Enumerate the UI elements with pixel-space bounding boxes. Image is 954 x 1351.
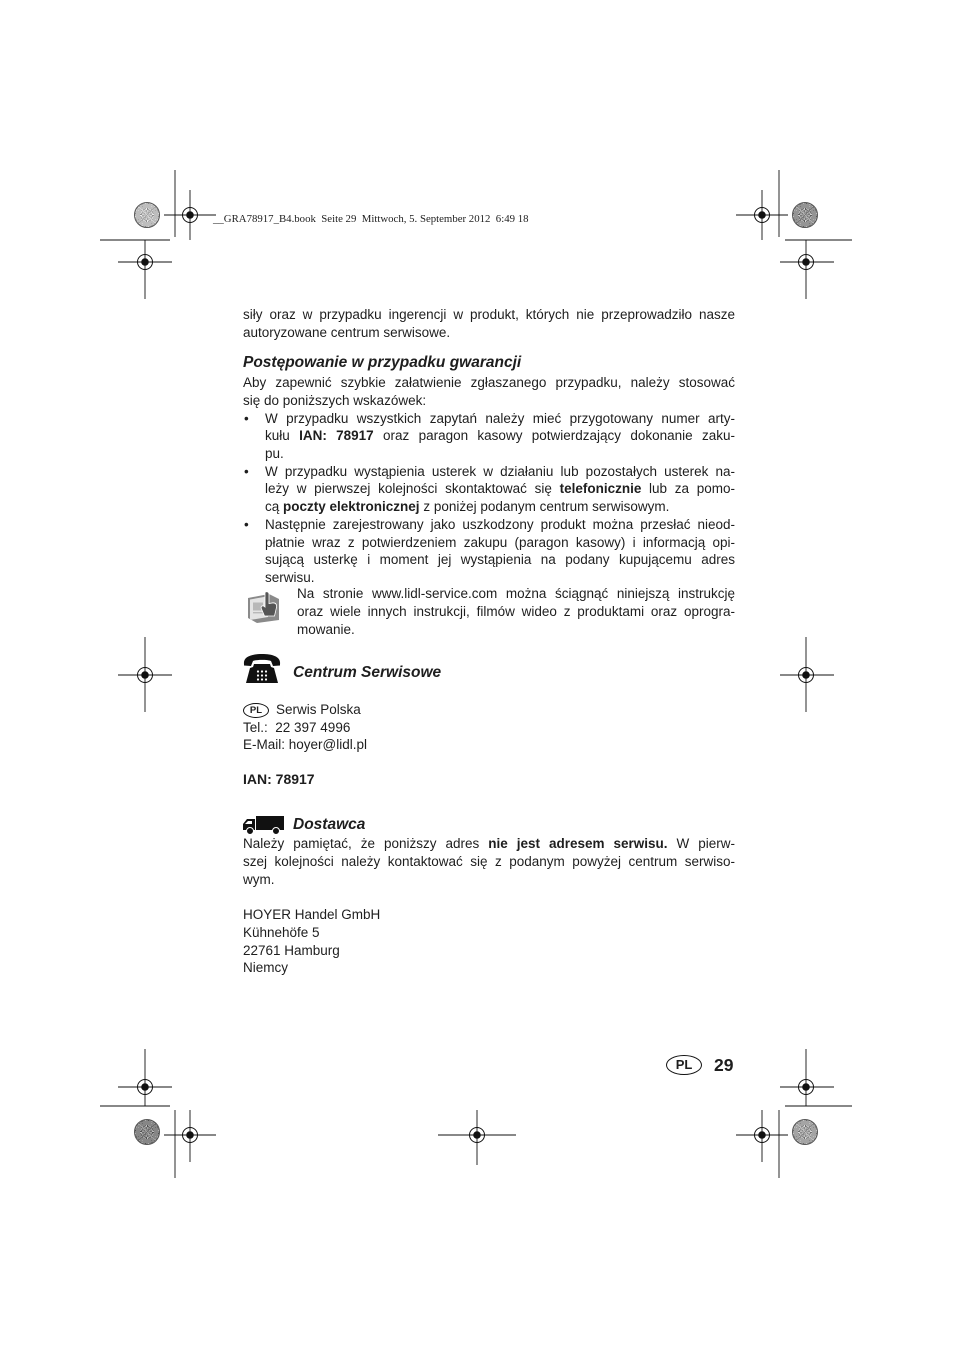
registration-mark bbox=[736, 190, 788, 240]
text-line: Na stronie www.lidl-service.com można ściągnąć niniejszą instrukcję bbox=[297, 586, 735, 602]
text-segment: z poniżej podanym centrum serwisowym. bbox=[419, 499, 670, 515]
registration-mark bbox=[780, 240, 834, 299]
registration-mark bbox=[118, 637, 172, 712]
text-segment: lub za pomo- bbox=[641, 481, 735, 497]
text-line: W przypadku wszystkich zapytań należy mieć przygotowany numer arty- bbox=[265, 410, 735, 426]
text-line bbox=[265, 480, 735, 498]
bullet-item bbox=[243, 410, 735, 463]
text-line: mowanie. bbox=[297, 621, 355, 637]
bullet-dot: • bbox=[244, 463, 249, 479]
text-line: wym. bbox=[243, 871, 275, 887]
telephone-icon bbox=[243, 652, 281, 684]
text-line: szej kolejności należy kontaktować się z podanym powyżej centrum serwiso- bbox=[243, 853, 735, 869]
registration-mark bbox=[164, 190, 216, 240]
ian-label: IAN: 78917 bbox=[243, 771, 315, 787]
service-contact bbox=[243, 701, 543, 754]
text-segment: Należy pamiętać, że poniższy adres bbox=[243, 836, 489, 852]
color-target bbox=[134, 1119, 160, 1145]
ian-number: IAN: 78917 bbox=[299, 428, 374, 444]
page-number: 29 bbox=[714, 1055, 734, 1075]
registration-mark bbox=[164, 1110, 216, 1162]
registration-mark bbox=[780, 637, 834, 712]
intro-paragraph bbox=[243, 306, 735, 341]
bullet-item bbox=[243, 463, 735, 516]
text-line bbox=[265, 498, 735, 516]
manual-download-icon bbox=[245, 590, 282, 624]
color-target bbox=[792, 202, 818, 228]
service-name: Serwis Polska bbox=[276, 702, 361, 717]
footer-country-badge: PL bbox=[666, 1055, 702, 1075]
color-target bbox=[134, 202, 160, 228]
text-line: autoryzowane centrum serwisowe. bbox=[243, 324, 451, 340]
service-heading: Centrum Serwisowe bbox=[293, 664, 442, 681]
warranty-body bbox=[243, 374, 735, 586]
country-badge-pl: PL bbox=[243, 703, 269, 718]
text-line bbox=[243, 835, 735, 853]
supplier-address bbox=[243, 906, 543, 977]
text-line: się do poniższych wskazówek: bbox=[243, 392, 427, 408]
text-line: W przypadku wystąpienia usterek w działaniu lub pozostałych usterek na- bbox=[265, 463, 735, 479]
text-line bbox=[265, 427, 735, 445]
text-line: oraz wiele innych instrukcji, filmów wideo z produktami oraz oprogra- bbox=[297, 603, 735, 619]
registration-mark bbox=[118, 1049, 172, 1106]
text-line: pu. bbox=[265, 446, 284, 461]
service-email: E-Mail: hoyer@lidl.pl bbox=[243, 737, 367, 753]
bullet-dot: • bbox=[244, 410, 249, 426]
text-segment: W pierw- bbox=[667, 836, 735, 852]
bullet-dot: • bbox=[244, 516, 249, 532]
service-name-line bbox=[243, 701, 543, 719]
address-company: HOYER Handel GmbH bbox=[243, 907, 381, 923]
truck-icon bbox=[243, 815, 284, 835]
supplier-heading: Dostawca bbox=[293, 816, 366, 833]
text-segment: oraz paragon kasowy potwierdzający dokonanie zaku- bbox=[373, 428, 735, 444]
print-slug: __GRA78917_B4.book Seite 29 Mittwoch, 5. September 2012 6:49 18 bbox=[213, 213, 529, 225]
emphasis-not-service-address: nie jest adresem serwisu. bbox=[488, 836, 668, 852]
text-line: serwisu. bbox=[265, 569, 315, 585]
bullet-item bbox=[243, 516, 735, 587]
text-segment: kułu bbox=[265, 428, 300, 444]
text-segment: cą bbox=[265, 499, 284, 515]
supplier-notice bbox=[243, 835, 735, 888]
emphasis-phone: telefonicznie bbox=[559, 481, 642, 497]
warranty-heading: Postępowanie w przypadku gwarancji bbox=[243, 354, 522, 371]
registration-mark bbox=[438, 1110, 516, 1165]
text-line: Następnie zarejestrowany jako uszkodzony produkt można przesłać nieod- bbox=[265, 516, 735, 532]
address-street: Kühnehöfe 5 bbox=[243, 924, 320, 940]
download-note bbox=[297, 585, 735, 638]
text-segment: leży w pierwszej kolejności skontaktować się bbox=[265, 481, 560, 497]
address-city: 22761 Hamburg bbox=[243, 942, 340, 958]
registration-mark bbox=[736, 1110, 788, 1162]
registration-mark bbox=[780, 1049, 834, 1106]
emphasis-email: poczty elektronicznej bbox=[283, 499, 420, 515]
registration-mark bbox=[118, 240, 172, 299]
text-line: sującą usterkę i moment jej wystąpienia na podany kupującemu adres bbox=[265, 552, 735, 568]
text-line: siły oraz w przypadku ingerencji w produkt, których nie przeprowadziło nasze bbox=[243, 307, 735, 322]
text-line: płatnie wraz z potwierdzeniem zakupu (paragon kasowy) i informacją opi- bbox=[265, 534, 735, 550]
service-phone: Tel.: 22 397 4996 bbox=[243, 719, 351, 735]
color-target bbox=[792, 1119, 818, 1145]
address-country: Niemcy bbox=[243, 960, 289, 976]
text-line: Aby zapewnić szybkie załatwienie zgłaszanego przypadku, należy stosować bbox=[243, 375, 735, 391]
